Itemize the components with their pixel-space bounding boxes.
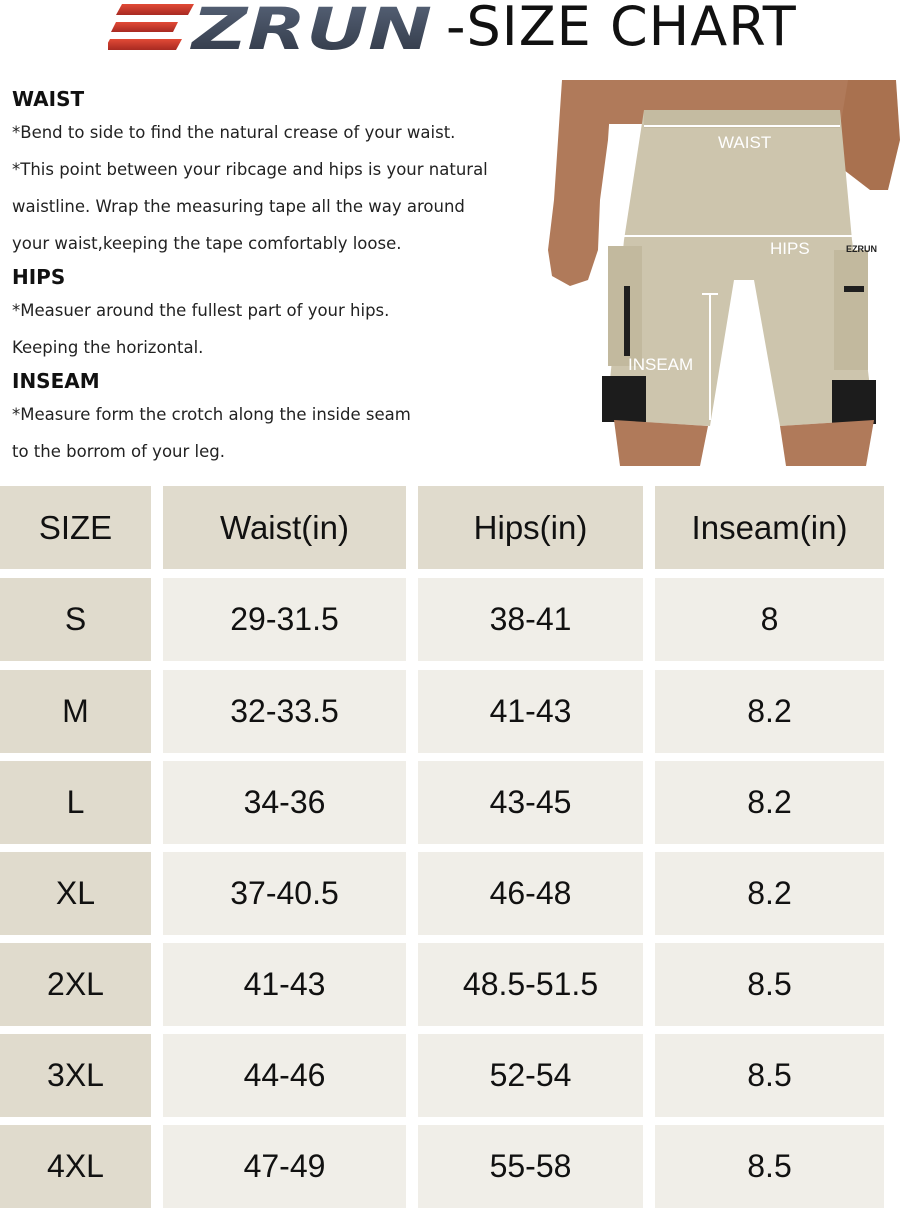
hips-cell: 55-58	[418, 1125, 643, 1208]
size-cell: 4XL	[0, 1125, 151, 1208]
table-header-row	[0, 486, 900, 569]
shorts-model-photo	[548, 80, 900, 466]
inseam-cell: 8.5	[655, 1125, 884, 1208]
page-title: -SIZE CHART	[446, 0, 797, 58]
inseam-heading: INSEAM	[12, 369, 100, 393]
shorts-brand-label: EZRUN	[846, 244, 877, 254]
column-header-inseam: Inseam(in)	[655, 486, 884, 569]
table-row	[0, 943, 900, 1026]
inseam-label: INSEAM	[628, 355, 694, 374]
hips-cell: 48.5-51.5	[418, 943, 643, 1026]
waist-label: WAIST	[718, 133, 772, 152]
inseam-cell: 8.2	[655, 761, 884, 844]
waist-line-3: waistline. Wrap the measuring tape all the way around	[12, 197, 465, 216]
column-header-size: SIZE	[0, 486, 151, 569]
size-cell: L	[0, 761, 151, 844]
table-row	[0, 852, 900, 935]
size-cell: S	[0, 578, 151, 661]
size-cell: 3XL	[0, 1034, 151, 1117]
inseam-cell: 8.2	[655, 852, 884, 935]
waist-line-1: *Bend to side to find the natural crease of your waist.	[12, 123, 456, 142]
hips-heading: HIPS	[12, 265, 66, 289]
size-cell: M	[0, 670, 151, 753]
waist-cell: 47-49	[163, 1125, 406, 1208]
inseam-cell: 8.5	[655, 1034, 884, 1117]
inseam-cell: 8	[655, 578, 884, 661]
waist-cell: 34-36	[163, 761, 406, 844]
table-row	[0, 670, 900, 753]
waist-cell: 41-43	[163, 943, 406, 1026]
column-header-waist: Waist(in)	[163, 486, 406, 569]
svg-text:ZRUN: ZRUN	[189, 0, 432, 56]
table-row	[0, 578, 900, 661]
hips-label: HIPS	[770, 239, 810, 258]
column-header-hips: Hips(in)	[418, 486, 643, 569]
waist-line-2: *This point between your ribcage and hips is your natural	[12, 160, 488, 179]
table-row	[0, 761, 900, 844]
ezrun-logo	[108, 0, 438, 56]
inseam-cell: 8.2	[655, 670, 884, 753]
waist-cell: 29-31.5	[163, 578, 406, 661]
hips-cell: 46-48	[418, 852, 643, 935]
size-cell: XL	[0, 852, 151, 935]
hips-cell: 38-41	[418, 578, 643, 661]
hips-line-2: Keeping the horizontal.	[12, 338, 204, 357]
inseam-line-1: *Measure form the crotch along the inside seam	[12, 405, 411, 424]
hips-line-1: *Measuer around the fullest part of your hips.	[12, 301, 390, 320]
measuring-instructions	[12, 84, 532, 470]
hips-cell: 52-54	[418, 1034, 643, 1117]
page-header	[0, 0, 900, 60]
waist-cell: 32-33.5	[163, 670, 406, 753]
inseam-cell: 8.5	[655, 943, 884, 1026]
table-row	[0, 1034, 900, 1117]
size-cell: 2XL	[0, 943, 151, 1026]
table-row	[0, 1125, 900, 1208]
waist-heading: WAIST	[12, 87, 85, 111]
waist-cell: 44-46	[163, 1034, 406, 1117]
inseam-line-2: to the borrom of your leg.	[12, 442, 225, 461]
hips-cell: 41-43	[418, 670, 643, 753]
waist-line-4: your waist,keeping the tape comfortably loose.	[12, 234, 402, 253]
waist-cell: 37-40.5	[163, 852, 406, 935]
hips-cell: 43-45	[418, 761, 643, 844]
